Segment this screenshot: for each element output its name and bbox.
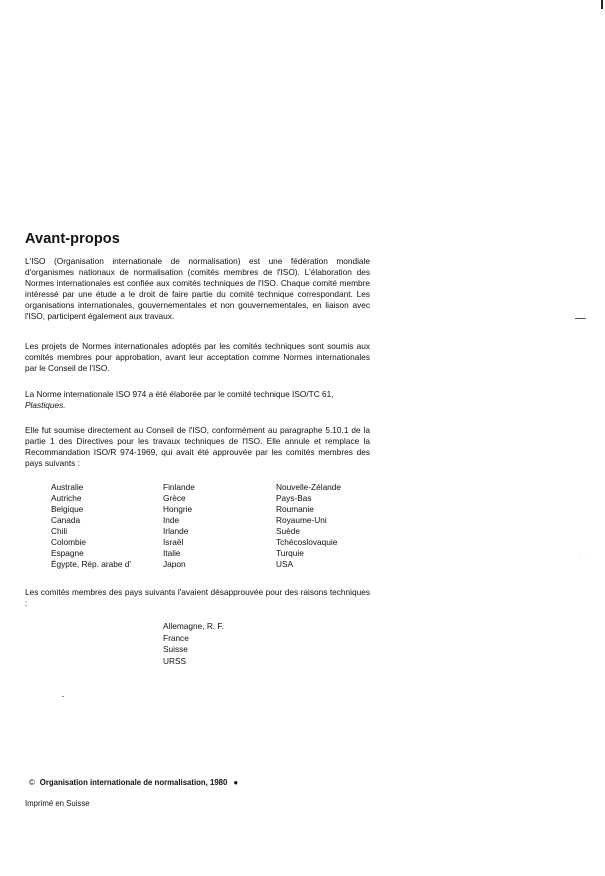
country-item: Irlande — [163, 526, 189, 536]
paragraph-committee — [25, 389, 370, 411]
margin-dots: · · — [579, 553, 588, 559]
paragraph-iso-intro: L'ISO (Organisation internationale de normalisation) est une fédération mondiale d'organismes nationaux de normalisation (comités membres de l'ISO). L'élaboration des Normes internationales est confiée aux comités techniques de l'ISO. Chaque comité membre intéressé par une étude a le droit de faire partie du comité technique correspondant. Les organisations internationales, gouvernementales et non gouvernementales, en liaison avec l'ISO, participent également aux travaux. — [25, 256, 370, 322]
country-item: Israël — [163, 537, 184, 547]
country-item: Égypte, Rép. arabe d' — [51, 559, 131, 569]
country-item: Tchécoslovaquie — [276, 537, 338, 547]
country-item: Suède — [276, 526, 300, 536]
country-item: Suisse — [163, 644, 188, 654]
committee-name: Plastiques. — [25, 400, 66, 411]
paragraph-disapproval: Les comités membres des pays suivants l'avaient désapprouvée pour des raisons techniques : — [25, 587, 370, 609]
country-item: Hongrie — [163, 504, 193, 514]
country-item: Finlande — [163, 482, 195, 492]
scan-speck — [62, 696, 64, 697]
country-item: Grèce — [163, 493, 186, 503]
printed-in: Imprimé en Suisse — [25, 799, 90, 808]
country-item: France — [163, 632, 189, 643]
country-item: Colombie — [51, 537, 87, 547]
country-item: Autriche — [51, 493, 82, 503]
page-title: Avant-propos — [25, 231, 120, 247]
country-item: Inde — [163, 515, 180, 525]
approving-countries-col-2 — [163, 482, 195, 570]
disapproving-countries — [163, 621, 224, 667]
country-item: Turquie — [276, 548, 304, 558]
paragraph-adoption: Les projets de Normes internationales adoptés par les comités techniques sont soumis aux comités membres pour approbation, avant leur acceptation comme Normes internationales par le Conseil de l'ISO. — [25, 341, 370, 374]
bullet-icon: ● — [233, 778, 239, 787]
country-item: USA — [276, 559, 294, 569]
country-item: Allemagne, R. F. — [163, 621, 224, 631]
paragraph-submission: Elle fut soumise directement au Conseil de l'ISO, conformément au paragraphe 5.10.1 de la partie 1 des Directives pour les travaux techniques de l'ISO. Elle annule et remplace la Recommandation ISO/R 974-1969, qui avait été approuvée par les comités membres des pays suivants : — [25, 425, 370, 469]
page-edge-mark — [601, 0, 603, 9]
country-item: Italie — [163, 548, 181, 558]
margin-dash — [575, 318, 586, 319]
country-item: Belgique — [51, 504, 84, 514]
country-item: Canada — [51, 515, 81, 525]
country-item: URSS — [163, 655, 187, 666]
copyright-organisation: Organisation internationale de normalisation, 1980 — [39, 778, 228, 787]
country-item: Japon — [163, 559, 186, 569]
country-item: Chili — [51, 526, 68, 536]
approving-countries-col-1 — [51, 482, 131, 570]
country-item: Australie — [51, 482, 84, 492]
committee-text: La Norme internationale ISO 974 a été élaborée par le comité technique ISO/TC 61, — [25, 389, 334, 399]
country-item: Espagne — [51, 548, 84, 558]
country-item: Royaume-Uni — [276, 515, 327, 525]
approving-countries-col-3 — [276, 482, 341, 570]
country-item: Nouvelle-Zélande — [276, 482, 342, 492]
country-item: Roumanie — [276, 504, 314, 514]
country-item: Pays-Bas — [276, 493, 312, 503]
copyright-footer — [29, 778, 238, 787]
copyright-icon: © — [29, 778, 35, 787]
